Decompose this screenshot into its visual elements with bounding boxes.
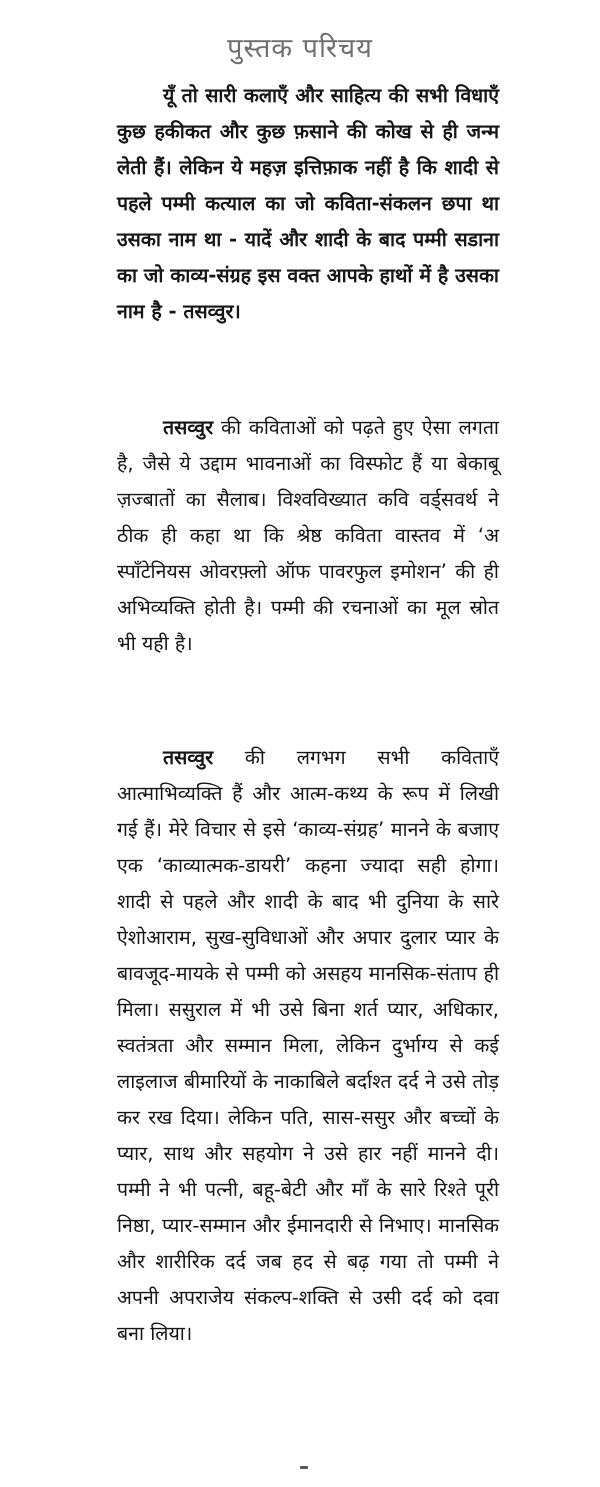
paragraph-1 — [117, 78, 499, 330]
paragraph-2 — [117, 410, 499, 662]
paragraph-1-text: यूँ तो सारी कलाएँ और साहित्य की सभी विधाएँ कुछ हकीकत और कुछ फ़साने की कोख से ही जन्म लेती हैं। लेकिन ये महज़ इत्तिफ़ाक नहीं है कि शादी से पहले पम्मी कत्याल का जो कविता-संकलन छपा था उसका नाम था - यादें और शादी के बाद पम्मी सडाना का जो काव्य-संग्रह इस वक्त आपके हाथों में है उसका नाम है - तसव्वुर। — [117, 84, 499, 323]
paragraph-3 — [117, 740, 499, 1352]
page-mark — [300, 1466, 308, 1469]
paragraph-2-lead-title: तसव्वुर — [163, 416, 214, 439]
paragraph-3-lead-title: तसव्वुर — [163, 746, 214, 769]
paragraph-2-text: की कविताओं को पढ़ते हुए ऐसा लगता है, जैसे ये उद्दाम भावनाओं का विस्फोट हैं या बेकाबू ज़ज्बातों का सैलाब। विश्वविख्यात कवि वर्ड्सवर्थ ने ठीक ही कहा था कि श्रेष्ठ कविता वास्तव में ‘अ स्पॉंटेनियस ओवरफ़्लो ऑफ पावरफुल इमोशन’ की ही अभिव्यक्ति होती है। पम्मी की रचनाओं का मूल स्रोत भी यही है। — [117, 416, 499, 655]
page-title: पुस्तक परिचय — [227, 33, 373, 64]
paragraph-3-text: की लगभग सभी कविताएँ आत्माभिव्यक्ति हैं और आत्म-कथ्य के रूप में लिखी गई हैं। मेरे विचार से इसे ‘काव्य-संग्रह’ मानने के बजाए एक ‘काव्यात्मक-डायरी’ कहना ज्यादा सही होगा। शादी से पहले और शादी के बाद भी दुनिया के सारे ऐशोआराम, सुख-सुविधाओं और अपार दुलार प्यार के बावजूद-मायके से पम्मी को असहय मानसिक-संताप ही मिला। ससुराल में भी उसे बिना शर्त प्यार, अधिकार, स्वतंत्रता और सम्मान मिला, लेकिन दुर्भाग्य से कई लाइलाज बीमारियों के नाकाबिले बर्दाश्त दर्द ने उसे तोड़ कर रख दिया। लेकिन पति, सास-ससुर और बच्चों के प्यार, साथ और सहयोग ने उसे हार नहीं मानने दी। पम्मी ने भी पत्नी, बहू-बेटी और माँ के सारे रिश्ते पूरी निष्ठा, प्यार-सम्मान और ईमानदारी से निभाए। मानसिक और शारीरिक दर्द जब हद से बढ़ गया तो पम्मी ने अपनी अपराजेय संकल्प-शक्ति से उसी दर्द को दवा बना लिया। — [117, 746, 499, 1345]
